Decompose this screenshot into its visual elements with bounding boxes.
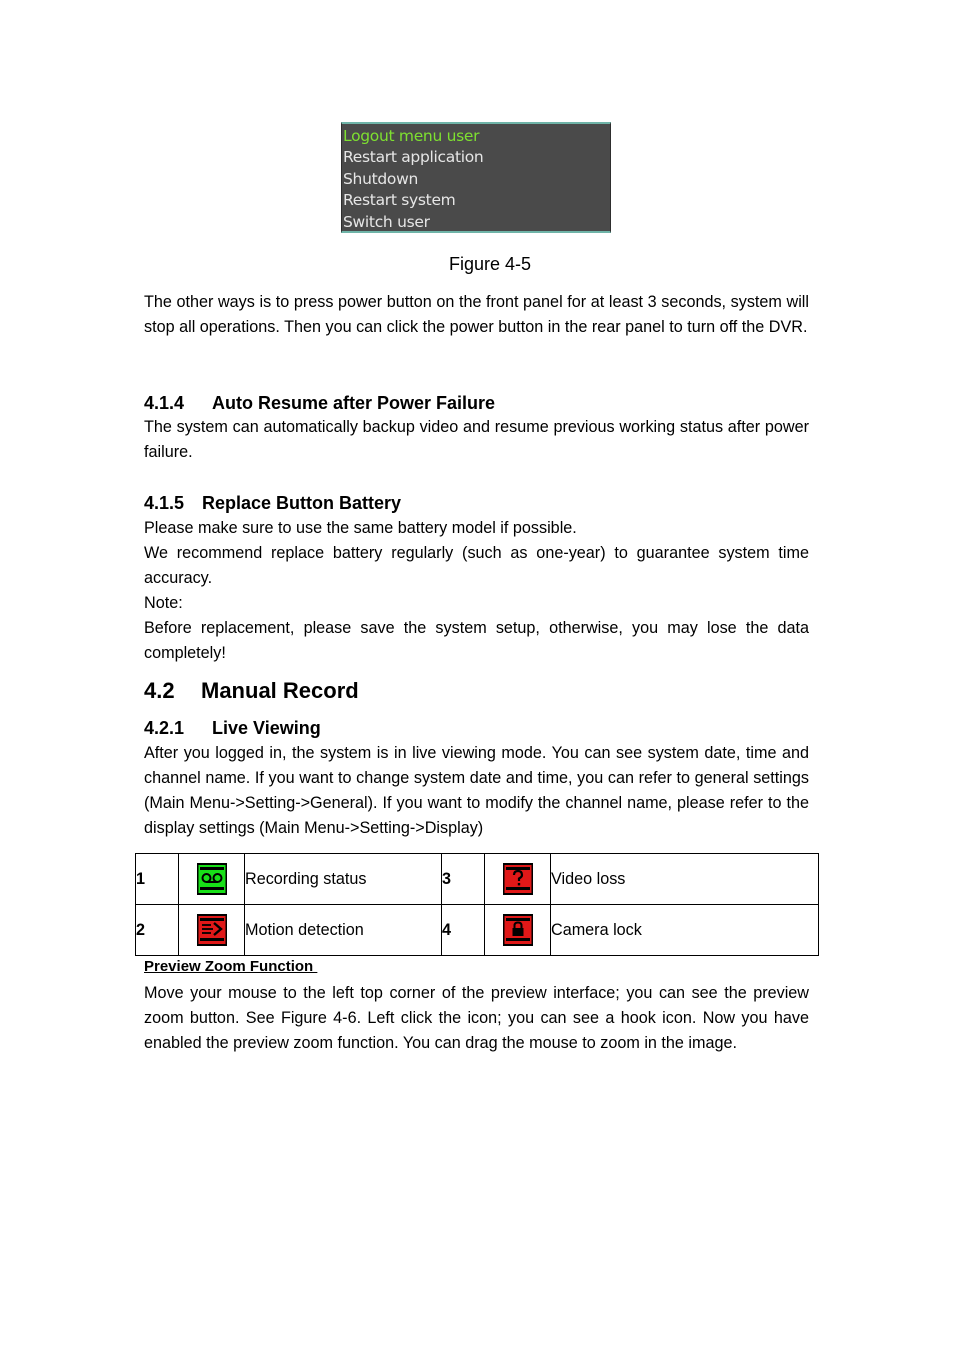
recording-status-icon <box>197 863 227 895</box>
section-heading-4-1-4 <box>144 393 495 414</box>
section-heading-4-2-1 <box>144 718 321 739</box>
menu-item-logout[interactable]: Logout menu user <box>343 127 480 145</box>
section-title: Manual Record <box>201 678 359 703</box>
legend-icon-cell <box>485 854 551 905</box>
table-row <box>136 854 819 905</box>
legend-number: 4 <box>442 905 485 956</box>
note-label: Note: <box>144 594 183 612</box>
legend-icon-cell <box>485 905 551 956</box>
preview-zoom-heading: Preview Zoom Function <box>144 958 318 975</box>
section-title: Replace Button Battery <box>202 493 402 513</box>
legend-label: Camera lock <box>551 905 819 956</box>
section-number: 4.1.4 <box>144 393 185 413</box>
legend-number: 3 <box>442 854 485 905</box>
section-title: Auto Resume after Power Failure <box>212 393 496 413</box>
legend-number: 2 <box>136 905 179 956</box>
motion-detection-icon <box>197 914 227 946</box>
intro-paragraph: The other ways is to press power button on the front panel for at least 3 seconds, system will stop all operations. Then you can click the power button in the rear panel to turn off the DVR. <box>144 293 809 336</box>
battery-line-1: Please make sure to use the same battery model if possible. <box>144 519 577 537</box>
figure-caption: Figure 4-5 <box>448 254 532 274</box>
section-number: 4.2 <box>144 678 175 703</box>
legend-label: Video loss <box>551 854 819 905</box>
section-title: Live Viewing <box>212 718 321 738</box>
menu-item-restart-system[interactable]: Restart system <box>343 191 456 210</box>
preview-zoom-body: Move your mouse to the left top corner of the preview interface; you can see the preview zoom button. See Figure 4-6. Left click the icon; you can see a hook icon. Now you have enabled the preview zoom function. You can drag the mouse to zoom in the image. <box>144 984 809 1052</box>
section-4-2-1-body: After you logged in, the system is in live viewing mode. You can see system date, time and channel name. If you want to change system date and time, you can refer to general settings (Main Menu->Setting->General). If you want to modify the channel name, please refer to the display settings (Main Menu->Setting->Display) <box>144 744 809 837</box>
context-menu <box>341 122 611 233</box>
camera-lock-icon <box>503 914 533 946</box>
legend-label: Motion detection <box>245 905 442 956</box>
battery-line-2: We recommend replace battery regularly (such as one-year) to guarantee system time accuracy. <box>144 544 809 587</box>
legend-label: Recording status <box>245 854 442 905</box>
section-number: 4.1.5 <box>144 493 185 513</box>
table-row <box>136 905 819 956</box>
legend-icon-cell <box>179 854 245 905</box>
section-number: 4.2.1 <box>144 718 185 738</box>
legend-number: 1 <box>136 854 179 905</box>
status-icon-legend-table <box>135 853 819 956</box>
note-text: Before replacement, please save the system setup, otherwise, you may lose the data completely! <box>144 619 809 662</box>
legend-icon-cell <box>179 905 245 956</box>
menu-item-restart-application[interactable]: Restart application <box>343 148 484 167</box>
menu-item-shutdown[interactable]: Shutdown <box>343 169 418 188</box>
section-4-1-4-body: The system can automatically backup video and resume previous working status after power failure. <box>144 418 809 461</box>
section-heading-4-2 <box>144 678 359 704</box>
video-loss-icon <box>503 863 533 895</box>
menu-item-switch-user[interactable]: Switch user <box>343 212 430 231</box>
section-heading-4-1-5 <box>144 493 401 514</box>
